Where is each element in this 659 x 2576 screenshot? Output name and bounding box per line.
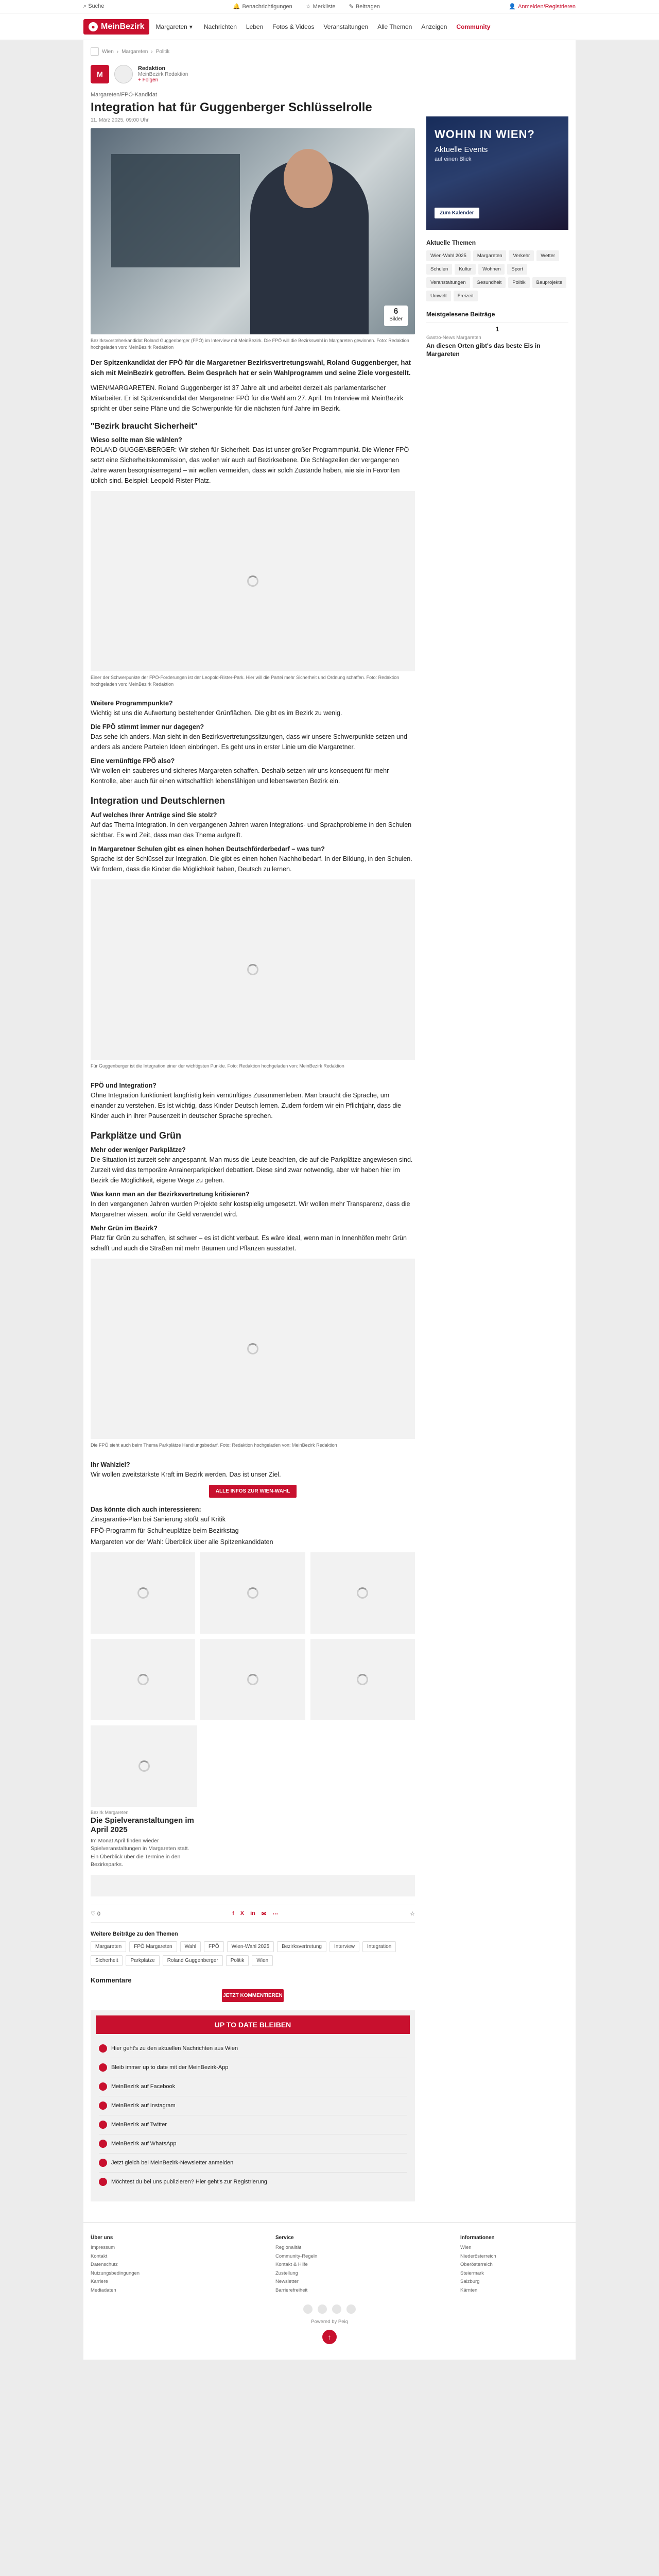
follow-button[interactable]: + Folgen: [138, 77, 159, 83]
interest-link[interactable]: Zinsgarantie-Plan bei Sanierung stößt auf Kritik: [91, 1515, 226, 1523]
up-to-date-item[interactable]: [99, 2115, 407, 2134]
author-name[interactable]: Redaktion: [138, 65, 166, 72]
hero-caption: Bezirksvorsteherkandidat Roland Guggenberger (FPÖ) im Interview mit MeinBezirk. Die FPÖ will die Bezirkswahl in Margareten gewinnen. Foto: Redaktion hochgeladen von: MeinBezirk Redaktion: [91, 338, 409, 350]
article-paragraph: WIEN/MARGARETEN. Roland Guggenberger ist 37 Jahre alt und arbeitet derzeit als parlamentarischer Mitarbeiter. Er ist Spitzenkandidat der Margaretner FPÖ für die Wahl am 27. April. Im Interview mit MeinBezirk spricht er über seine Pläne und die Schwerpunkte für die nächsten fünf Jahre im Bezirk.: [91, 384, 404, 413]
share-icons: [232, 1910, 278, 1917]
topic-chip[interactable]: Umwelt: [426, 291, 451, 301]
breadcrumb: Wien › Margareten › Politik: [83, 47, 576, 61]
tag-item[interactable]: FPÖ: [204, 1941, 224, 1952]
comment-button[interactable]: JETZT KOMMENTIEREN: [222, 1989, 284, 2002]
up-to-date-text: Jetzt gleich bei MeinBezirk-Newsletter anmelden: [111, 2159, 234, 2166]
facebook-icon[interactable]: [303, 2304, 313, 2314]
tile-title: Die Spielveranstaltungen im April 2025: [91, 1816, 194, 1835]
ad-placeholder: [91, 1875, 415, 1896]
answer: Ohne Integration funktioniert langfristig kein vernünftiges Zusammenleben. Man braucht die Sprache, um einander zu verstehen. Es ist wichtig, dass Kinder Deutsch lernen. Zudem fordern wir ein Pflichtjahr, dass die Kinder auch in ihrer Pausenzeit in deutscher Sprache sprechen.: [91, 1091, 402, 1120]
answer: Wichtig ist uns die Aufwertung bestehender Grünflächen. Die gibt es im Bezirk zu wenig.: [91, 709, 342, 717]
nav-item-ads[interactable]: Anzeigen: [421, 23, 447, 30]
notifications-label: Benachrichtigungen: [242, 3, 292, 10]
footer-link[interactable]: Kontakt: [91, 2253, 108, 2259]
article-lead: Der Spitzenkandidat der FPÖ für die Margaretner Bezirksvertretungswahl, Roland Guggenberger, hat sich mit MeinBezirk getroffen. Beim Gespräch hat er sein Wahlprogramm und seine Ziele vorgestellt.: [91, 359, 411, 377]
bullet-icon: [99, 2121, 107, 2129]
question: Wieso sollte man Sie wählen?: [91, 436, 182, 444]
interest-heading: Das könnte dich auch interessieren:: [91, 1505, 201, 1513]
main-nav: [204, 23, 491, 30]
loading-spinner-icon: [247, 964, 258, 975]
up-to-date-item[interactable]: [99, 2173, 407, 2191]
loading-spinner-icon: [357, 1587, 368, 1599]
related-card[interactable]: [91, 1552, 195, 1634]
topic-chip[interactable]: Veranstaltungen: [426, 277, 470, 288]
x-icon[interactable]: X: [240, 1910, 245, 1917]
related-article-tile[interactable]: [91, 1725, 197, 1869]
up-to-date-list: [96, 2034, 410, 2196]
footer-column-title: Über uns: [91, 2234, 113, 2241]
up-to-date-title: UP TO DATE BLEIBEN: [96, 2015, 410, 2034]
up-to-date-item[interactable]: [99, 2058, 407, 2077]
article-kicker: Margareten/FPÖ-Kandidat: [91, 92, 158, 98]
footer-bottom: [91, 2304, 568, 2344]
author-box: [91, 61, 415, 88]
footer-link[interactable]: Mediadaten: [91, 2287, 116, 2294]
tile-description: Im Monat April finden wieder Spielveranstaltungen in Margareten statt. Ein Überblick über die Termine in den Bezirksparks.: [91, 1838, 189, 1868]
tag-item[interactable]: Bezirksvertretung: [277, 1941, 326, 1952]
related-card[interactable]: [200, 1639, 305, 1720]
nav-item-news[interactable]: Nachrichten: [203, 23, 237, 30]
question: Die FPÖ stimmt immer nur dagegen?: [91, 723, 204, 731]
hero-person-head: [284, 149, 333, 208]
footer-link[interactable]: Datenschutz: [91, 2262, 118, 2268]
section-heading: Integration und Deutschlernen: [91, 795, 226, 806]
answer: ROLAND GUGGENBERGER: Wir stehen für Sicherheit. Das ist unser großer Programmpunkt. Die Wiener FPÖ setzt eine Sicherheitskommission, das wollen wir auch auf Bezirksebene. Die Schlagzeilen der vergangenen Jahre waren besorgniserregend – wir wollen vermeiden, dass wir solch Zustände haben, wie sie in Favoriten üblich sind. Beispiel: Leopold-Rister-Platz.: [91, 446, 409, 485]
region-label: Margareten: [155, 23, 187, 30]
gallery-count-label: Bilder: [389, 316, 403, 322]
nav-item-media[interactable]: Fotos & Videos: [272, 23, 315, 30]
tag-item[interactable]: Integration: [362, 1941, 396, 1952]
answer: Wir wollen ein sauberes und sicheres Margareten schaffen. Deshalb setzen wir uns konsequent für mehr Kontrolle, aber auch für einen wirtschaftlich lebensfähigen und lebenswerten Bezirk ein.: [91, 767, 389, 785]
footer-link[interactable]: Nutzungsbedingungen: [91, 2270, 140, 2276]
loading-spinner-icon: [357, 1674, 368, 1685]
loading-spinner-icon: [138, 1760, 150, 1772]
up-to-date-item[interactable]: [99, 2039, 407, 2058]
footer-link[interactable]: Steiermark: [460, 2270, 484, 2276]
mail-icon[interactable]: ✉: [261, 1910, 267, 1917]
related-card[interactable]: [91, 1639, 195, 1720]
logo-icon: ●: [89, 22, 98, 31]
footer-social: [91, 2304, 568, 2314]
answer: Sprache ist der Schlüssel zur Integration. Die gibt es einen hohen Nachholbedarf. In der Bildung, in den Schulen. Wir fordern, dass die Kinder die Möglichkeit haben, Deutsch zu lernen.: [91, 855, 412, 873]
share-bar: [91, 1905, 415, 1923]
answer: Die Situation ist zurzeit sehr angespannt. Man muss die Leute beachten, die auf die Parkplätze angewiesen sind. Zurzeit wird das temporäre Anrainerparkpickerl debattiert. Diese sind zwar notwendig, aber wir haben hier im Bezirk die Möglichkeit, eigene Wege zu gehen.: [91, 1156, 413, 1184]
interest-link[interactable]: FPÖ-Programm für Schulneuplätze beim Bezirkstag: [91, 1527, 239, 1534]
loading-spinner-icon: [137, 1674, 149, 1685]
topic-chips: [426, 250, 568, 301]
related-grid: [91, 1552, 415, 1720]
ad-headline: WOHIN IN WIEN?: [435, 128, 535, 141]
section-heading: Parkplätze und Grün: [91, 1130, 182, 1141]
bullet-icon: [99, 2140, 107, 2148]
question: Mehr oder weniger Parkplätze?: [91, 1146, 186, 1154]
footer-link[interactable]: Wien: [460, 2244, 472, 2250]
question: Eine vernünftige FPÖ also?: [91, 757, 175, 765]
topic-chip[interactable]: Gesundheit: [473, 277, 506, 288]
footer-link[interactable]: Community-Regeln: [275, 2253, 318, 2259]
footer-link[interactable]: Salzburg: [460, 2279, 480, 2285]
footer-columns: [91, 2235, 568, 2295]
question: FPÖ und Integration?: [91, 1081, 157, 1089]
tag-item[interactable]: Wien: [252, 1955, 273, 1966]
bullet-icon: [99, 2178, 107, 2186]
scroll-top-button[interactable]: [322, 2330, 337, 2344]
top-bar: [0, 0, 659, 13]
contribute-link[interactable]: ✎ Beitragen: [349, 3, 380, 10]
loading-spinner-icon: [247, 1587, 258, 1599]
up-to-date-text: Möchtest du bei uns publizieren? Hier geht's zur Registrierung: [111, 2178, 267, 2185]
main-header: [0, 13, 659, 40]
up-to-date-text: Hier geht's zu den aktuellen Nachrichten aus Wien: [111, 2045, 238, 2052]
topic-chip[interactable]: Freizeit: [454, 291, 478, 301]
comments-heading: Kommentare: [91, 1976, 132, 1984]
facebook-icon[interactable]: f: [232, 1910, 234, 1917]
bullet-icon: [99, 2159, 107, 2167]
login-label: Anmelden/Registrieren: [518, 3, 576, 10]
up-to-date-item[interactable]: [99, 2077, 407, 2096]
footer-link[interactable]: Oberösterreich: [460, 2262, 493, 2268]
article-date: 11. März 2025, 09:00 Uhr: [91, 117, 149, 123]
topic-chip[interactable]: Kultur: [455, 264, 476, 275]
region-selector[interactable]: [155, 23, 192, 30]
image-placeholder[interactable]: [91, 1259, 415, 1439]
nav-item-community[interactable]: Community: [456, 23, 491, 30]
topic-chip[interactable]: Schulen: [426, 264, 452, 275]
gallery-counter[interactable]: [384, 306, 408, 326]
related-card[interactable]: [310, 1639, 415, 1720]
instagram-icon[interactable]: [318, 2304, 327, 2314]
question: In Margaretner Schulen gibt es einen hohen Deutschförderbedarf – was tun?: [91, 845, 325, 853]
sidebar-ad[interactable]: [426, 116, 568, 230]
footer-link[interactable]: Kontakt & Hilfe: [275, 2262, 308, 2268]
most-read-title: Meistgelesene Beiträge: [426, 311, 495, 318]
image-placeholder[interactable]: [91, 491, 415, 671]
nav-item-life[interactable]: Leben: [246, 23, 264, 30]
arrow-up-icon: ↑: [327, 2332, 332, 2341]
footer-link[interactable]: Barrierefreiheit: [275, 2287, 308, 2294]
topic-chip[interactable]: Wohnen: [478, 264, 505, 275]
follow-label: Folgen: [142, 77, 159, 83]
up-to-date-item[interactable]: [99, 2096, 407, 2115]
question: Auf welches Ihrer Anträge sind Sie stolz?: [91, 811, 217, 819]
loading-spinner-icon: [247, 575, 258, 587]
section-quote: "Bezirk braucht Sicherheit": [91, 422, 198, 431]
tag-item[interactable]: Wien-Wahl 2025: [227, 1941, 274, 1952]
footer-link[interactable]: Newsletter: [275, 2279, 299, 2285]
site-footer: [83, 2222, 576, 2360]
tag-item[interactable]: Sicherheit: [91, 1955, 123, 1966]
up-to-date-text: MeinBezirk auf Facebook: [111, 2083, 176, 2090]
breadcrumb-item[interactable]: Wien: [102, 48, 114, 55]
tag-item[interactable]: Margareten: [91, 1941, 126, 1952]
login-link[interactable]: 👤 Anmelden/Registrieren: [509, 3, 576, 10]
question: Was kann man an der Bezirksvertretung kritisieren?: [91, 1190, 250, 1198]
page-title: Integration hat für Guggenberger Schlüsselrolle: [91, 100, 372, 114]
loading-spinner-icon: [137, 1587, 149, 1599]
ad-cta-button[interactable]: Zum Kalender: [435, 208, 479, 218]
tag-list: [91, 1941, 415, 1966]
contribute-label: Beitragen: [355, 3, 380, 10]
interest-link[interactable]: Margareten vor der Wahl: Überblick über alle Spitzenkandidaten: [91, 1538, 273, 1546]
site-logo[interactable]: [83, 19, 149, 35]
footer-link[interactable]: Zustellung: [275, 2270, 298, 2276]
bookmarks-label: Merkliste: [313, 3, 336, 10]
article-main: [91, 61, 415, 2201]
image-caption: Einer der Schwerpunkte der FPÖ-Forderungen ist der Leopold-Rister-Park. Hier will die Partei mehr Sicherheit und Ordnung schaffen. Foto: Redaktion hochgeladen von: MeinBezirk Redaktion: [91, 675, 400, 687]
nav-item-events[interactable]: Veranstaltungen: [323, 23, 369, 30]
bullet-icon: [99, 2082, 107, 2091]
image-placeholder[interactable]: [91, 879, 415, 1060]
hero-image[interactable]: [91, 128, 415, 334]
x-icon[interactable]: [332, 2304, 341, 2314]
topic-chip[interactable]: Sport: [507, 264, 527, 275]
up-to-date-box: [91, 2010, 415, 2201]
footer-column-title: Informationen: [460, 2234, 495, 2241]
notifications-link[interactable]: 🔔 Benachrichtigungen: [233, 3, 292, 10]
chevron-down-icon: ▾: [189, 23, 193, 30]
author-logo-icon[interactable]: M: [91, 65, 109, 83]
gallery-count: 6: [393, 307, 398, 316]
answer: Platz für Grün zu schaffen, ist schwer – es ist dicht verbaut. Es wäre ideal, wenn man in Innenhöfen mehr Grün schafft und auch die Straßen mit mehr Bäumen und Pflanzen ausstattet.: [91, 1234, 407, 1252]
breadcrumb-item[interactable]: Politik: [155, 48, 170, 55]
footer-copyright: Powered by Peiq: [311, 2318, 348, 2325]
more-icon[interactable]: ⋯: [272, 1910, 279, 1917]
image-caption: Die FPÖ sieht auch beim Thema Parkplätze Handlungsbedarf. Foto: Redaktion hochgeladen von: MeinBezirk Redaktion: [91, 1442, 337, 1448]
avatar[interactable]: [114, 65, 133, 83]
tile-image: [91, 1725, 197, 1807]
search-label: Suche: [88, 3, 105, 9]
bullet-icon: [99, 2044, 107, 2053]
most-read-kicker: Gastro-News Margareten: [426, 335, 481, 341]
question: Mehr Grün im Bezirk?: [91, 1224, 158, 1232]
ad-subline-2: auf einen Blick: [435, 156, 472, 162]
tag-item[interactable]: Parkplätze: [126, 1955, 159, 1966]
topics-title: Aktuelle Themen: [426, 239, 476, 246]
bullet-icon: [99, 2102, 107, 2110]
answer: In den vergangenen Jahren wurden Projekte sehr kostspielig umgesetzt. Wir wollen mehr Transparenz, dass die Margaretner wissen, wofür ihr Geld verwendet wird.: [91, 1200, 410, 1218]
tag-item[interactable]: Wahl: [180, 1941, 201, 1952]
up-to-date-text: MeinBezirk auf Twitter: [111, 2121, 167, 2128]
search-link[interactable]: ⌕ Suche: [83, 3, 105, 9]
up-to-date-text: Bleib immer up to date mit der MeinBezirk-App: [111, 2064, 229, 2071]
related-card[interactable]: [200, 1552, 305, 1634]
topic-chip[interactable]: Verkehr: [509, 250, 534, 261]
footer-column: [91, 2235, 199, 2295]
footer-column: [275, 2235, 384, 2295]
bookmarks-link[interactable]: ☆ Merkliste: [305, 3, 336, 10]
youtube-icon[interactable]: [346, 2304, 356, 2314]
like-count: 0: [97, 1910, 101, 1917]
top-bar-links: [233, 3, 380, 10]
most-read-number: 1: [426, 322, 568, 333]
answer: Das sehe ich anders. Man sieht in den Bezirksvertretungssitzungen, dass wir unsere Schwerpunkte setzen und anders als andere Parteien Ideen einbringen. Es geht uns in erster Linie um die Margaretner.: [91, 733, 407, 751]
topic-chip[interactable]: Margareten: [473, 250, 507, 261]
footer-column-title: Service: [275, 2234, 294, 2241]
more-topics-heading: Weitere Beiträge zu den Themen: [91, 1930, 178, 1937]
tag-item[interactable]: Politik: [226, 1955, 249, 1966]
topic-chip[interactable]: Politik: [508, 277, 529, 288]
bookmark-icon[interactable]: ☆: [410, 1910, 415, 1917]
sidebar: [426, 61, 568, 2201]
most-read-item[interactable]: [426, 335, 568, 358]
page-container: [83, 40, 576, 2222]
topic-chip[interactable]: Wetter: [536, 250, 559, 261]
tag-item[interactable]: Interview: [330, 1941, 359, 1952]
tag-item[interactable]: FPÖ Margareten: [129, 1941, 177, 1952]
topic-chip[interactable]: Bauprojekte: [532, 277, 567, 288]
bullet-icon: [99, 2063, 107, 2072]
tag-item[interactable]: Roland Guggenberger: [163, 1955, 223, 1966]
up-to-date-text: MeinBezirk auf Instagram: [111, 2102, 176, 2109]
question: Ihr Wahlziel?: [91, 1461, 130, 1468]
footer-link[interactable]: Regionalität: [275, 2244, 302, 2250]
image-caption: Für Guggenberger ist die Integration einer der wichtigsten Punkte. Foto: Redaktion hochgeladen von: MeinBezirk Redaktion: [91, 1063, 344, 1069]
up-to-date-text: MeinBezirk auf WhatsApp: [111, 2140, 177, 2147]
footer-link[interactable]: Kärnten: [460, 2287, 478, 2294]
logo-text: MeinBezirk: [101, 22, 145, 31]
tile-source: Bezirk Margareten: [91, 1809, 129, 1815]
answer: Wir wollen zweitstärkste Kraft im Bezirk werden. Das ist unser Ziel.: [91, 1470, 281, 1478]
ad-subline: Aktuelle Events: [435, 145, 488, 154]
question: Weitere Programmpunkte?: [91, 700, 173, 707]
author-sub: MeinBezirk Redaktion: [138, 72, 188, 77]
loading-spinner-icon: [247, 1343, 258, 1354]
up-to-date-item[interactable]: [99, 2134, 407, 2154]
like-button[interactable]: ♡ 0: [91, 1910, 101, 1917]
nav-item-topics[interactable]: Alle Themen: [377, 23, 412, 30]
linkedin-icon[interactable]: in: [250, 1910, 255, 1917]
hero-background-screen: [111, 154, 240, 267]
election-info-button[interactable]: ALLE INFOS ZUR WIEN-WAHL: [209, 1485, 297, 1498]
home-icon[interactable]: [91, 47, 99, 56]
answer: Auf das Thema Integration. In den vergangenen Jahren waren Integrations- und Sprachprobleme in den Schulen sichtbar. Es wird Zeit, dass man das Thema aufgreift.: [91, 821, 412, 839]
up-to-date-item[interactable]: [99, 2154, 407, 2173]
topic-chip[interactable]: Wien-Wahl 2025: [426, 250, 471, 261]
footer-link[interactable]: Niederösterreich: [460, 2253, 496, 2259]
footer-link[interactable]: Karriere: [91, 2279, 108, 2285]
footer-link[interactable]: Impressum: [91, 2244, 115, 2250]
footer-column: [460, 2235, 568, 2295]
most-read-title-link: An diesen Orten gibt's das beste Eis in Margareten: [426, 342, 541, 358]
breadcrumb-item[interactable]: Margareten: [122, 48, 148, 55]
related-card[interactable]: [310, 1552, 415, 1634]
loading-spinner-icon: [247, 1674, 258, 1685]
